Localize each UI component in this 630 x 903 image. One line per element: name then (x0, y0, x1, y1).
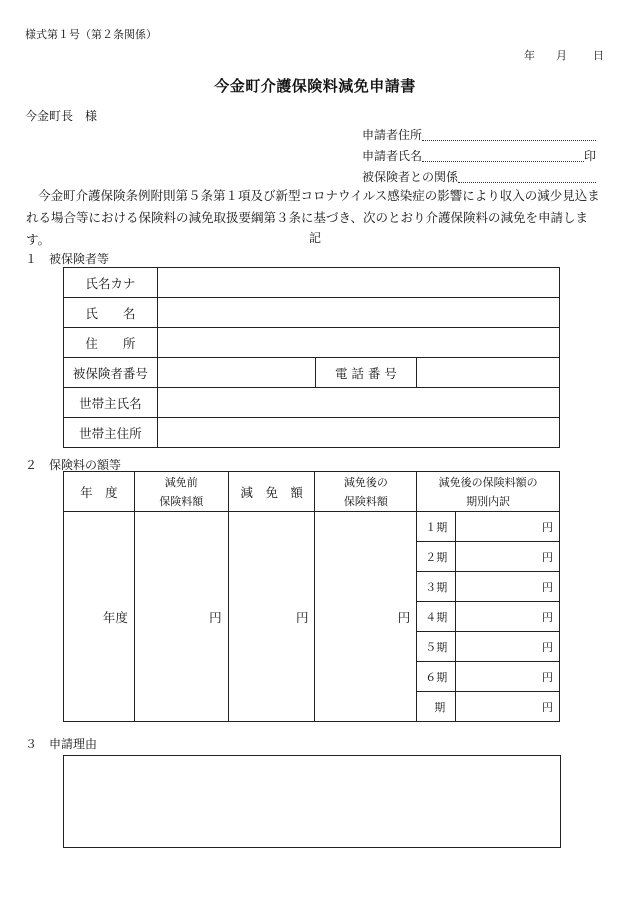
address-field[interactable] (157, 328, 559, 358)
householder-name-label: 世帯主氏名 (64, 388, 158, 418)
kana-field[interactable] (157, 268, 559, 298)
section1-heading: １ 被保険者等 (25, 252, 110, 266)
period-label: ２期 (417, 542, 456, 572)
relation-line[interactable] (458, 182, 596, 183)
section3-heading: ３ 申請理由 (25, 737, 98, 751)
reason-box[interactable] (63, 755, 561, 848)
period-label: １期 (417, 512, 456, 542)
after-header (315, 472, 417, 512)
year-cell[interactable]: 年度 (64, 512, 135, 722)
period-amount[interactable]: 円 (456, 542, 560, 572)
period-label: 期 (417, 692, 456, 722)
before-header-line2: 保険料額 (159, 494, 204, 508)
applicant-name-line[interactable] (422, 161, 584, 162)
breakdown-header-line1: 減免後の保険料額の (438, 475, 538, 489)
year-header: 年 度 (64, 472, 135, 512)
premium-table (63, 471, 560, 722)
period-label: ５期 (417, 632, 456, 662)
phone-label: 電 話 番 号 (315, 358, 417, 388)
period-amount[interactable]: 円 (456, 572, 560, 602)
applicant-address-line[interactable] (422, 140, 596, 141)
applicant-name-label: 申請者氏名 (362, 149, 423, 163)
insured-table (63, 267, 560, 448)
date-month: 月 (556, 49, 567, 62)
addressee: 今金町長 様 (25, 109, 98, 123)
reduction-amount-cell[interactable]: 円 (228, 512, 315, 722)
form-number: 様式第１号（第２条関係） (25, 28, 157, 41)
name-label: 氏 名 (64, 298, 158, 328)
after-amount-cell[interactable]: 円 (315, 512, 417, 722)
period-label: ４期 (417, 602, 456, 632)
breakdown-header-line2: 期別内訳 (466, 494, 511, 508)
kana-label: 氏名カナ (64, 268, 158, 298)
reduction-header: 減 免 額 (228, 472, 315, 512)
date-year: 年 (524, 49, 535, 62)
insured-number-label: 被保険者番号 (64, 358, 158, 388)
after-header-line1: 減免後の (343, 475, 388, 489)
insured-number-field[interactable] (157, 358, 315, 388)
householder-address-field[interactable] (157, 418, 559, 448)
householder-address-label: 世帯主住所 (64, 418, 158, 448)
before-header-line1: 減免前 (164, 475, 198, 489)
breakdown-header (417, 472, 560, 512)
before-header (134, 472, 228, 512)
page-title: 今金町介護保険料減免申請書 (214, 77, 416, 95)
date-day: 日 (593, 49, 604, 62)
householder-name-field[interactable] (157, 388, 559, 418)
period-amount[interactable]: 円 (456, 692, 560, 722)
seal-mark: 印 (584, 149, 597, 163)
after-header-line2: 保険料額 (343, 494, 388, 508)
name-field[interactable] (157, 298, 559, 328)
period-amount[interactable]: 円 (456, 602, 560, 632)
address-label: 住 所 (64, 328, 158, 358)
period-label: ３期 (417, 572, 456, 602)
before-amount-cell[interactable]: 円 (134, 512, 228, 722)
period-label: ６期 (417, 662, 456, 692)
relation-label: 被保険者との関係 (362, 170, 459, 184)
period-amount[interactable]: 円 (456, 632, 560, 662)
phone-field[interactable] (417, 358, 560, 388)
section2-heading: ２ 保険料の額等 (25, 458, 122, 472)
applicant-address-label: 申請者住所 (362, 128, 423, 142)
period-amount[interactable]: 円 (456, 662, 560, 692)
body-text: 今金町介護保険条例附則第５条第１項及び新型コロナウイルス感染症の影響により収入の減少見込まれる場合等における保険料の減免取扱要綱第３条に基づき、次のとおり介護保険料の減免を申請します。 (26, 188, 600, 247)
ki-label: 記 (308, 231, 321, 245)
period-amount[interactable]: 円 (456, 512, 560, 542)
